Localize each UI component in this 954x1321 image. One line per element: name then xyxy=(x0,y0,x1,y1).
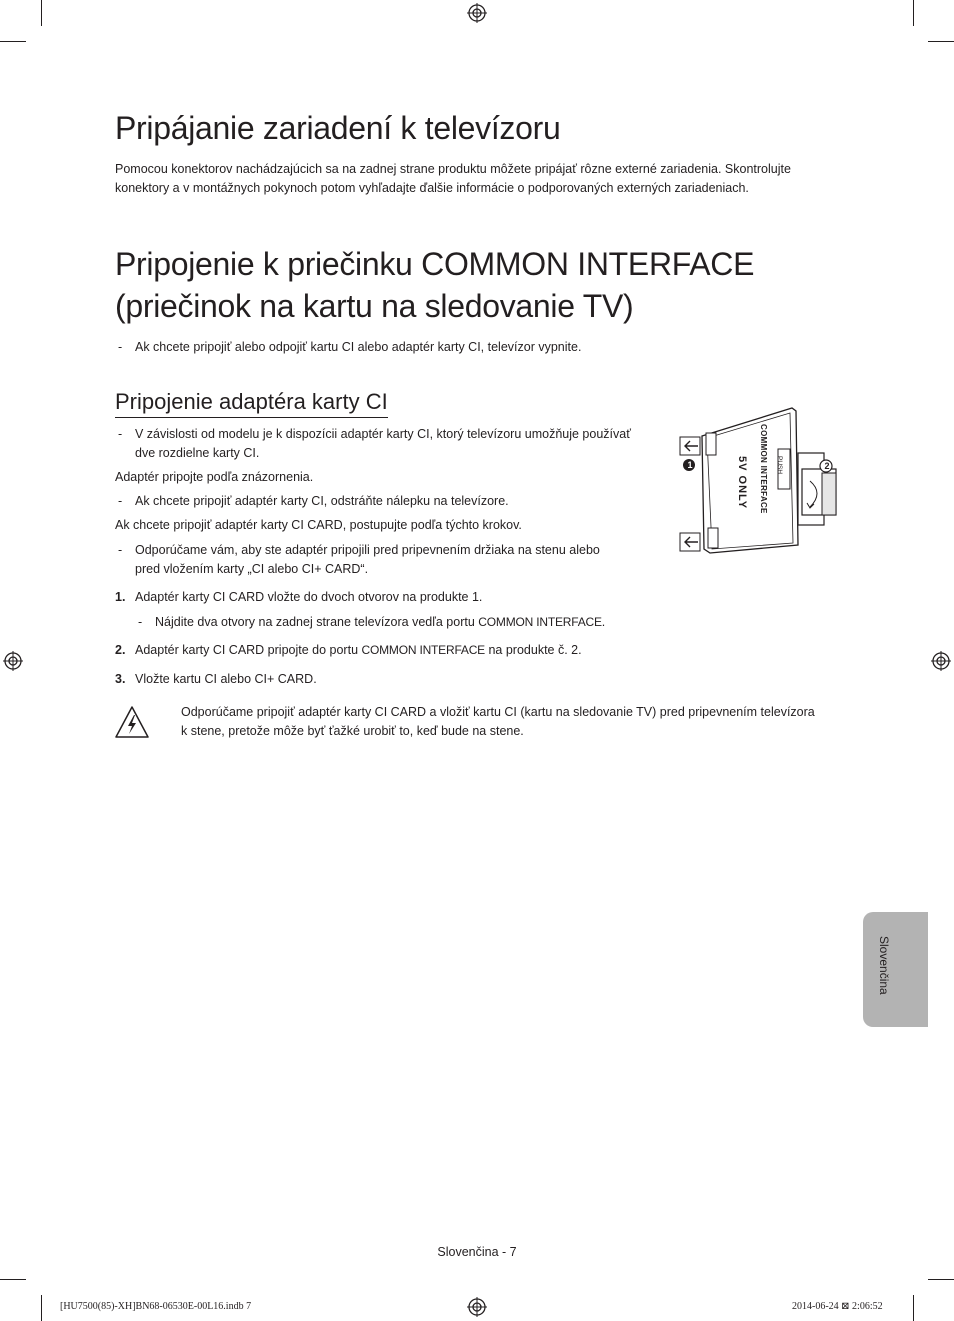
illustration-marker-1: 1 xyxy=(687,460,693,470)
bullet-text: pred vložením karty „CI alebo CI+ CARD“. xyxy=(135,562,369,576)
step-subnote-text: Nájdite dva otvory na zadnej strane televízora vedľa portu xyxy=(155,615,475,629)
step-subnote-end: . xyxy=(601,615,606,629)
step-text-before: Adaptér karty CI CARD pripojte do portu xyxy=(135,643,359,657)
subsection-title: Pripojenie adaptéra karty CI xyxy=(115,388,388,418)
warning-text: k stene, pretože môže byť ťažké urobiť to, keď bude na stene. xyxy=(181,724,524,738)
body-text: Adaptér pripojte podľa znázornenia. xyxy=(115,470,314,484)
crop-mark xyxy=(913,0,914,26)
warning-text: Odporúčame pripojiť adaptér karty CI CARD a vložiť kartu CI (kartu na sledovanie TV) pred pripevnením televízora xyxy=(181,705,815,719)
registration-mark-icon xyxy=(467,1297,487,1317)
bullet-dash: - xyxy=(118,494,123,508)
step-number: 2. xyxy=(115,643,126,657)
crop-mark xyxy=(41,0,42,26)
crop-mark xyxy=(913,1295,914,1321)
port-name: COMMON INTERFACE xyxy=(361,643,485,657)
crop-mark xyxy=(0,1279,26,1280)
bullet-dash: - xyxy=(138,615,143,629)
language-side-tab xyxy=(863,912,928,1027)
illustration-label-push: PUSH xyxy=(776,456,783,475)
illustration-label-common-interface: COMMON INTERFACE xyxy=(759,424,768,514)
intro-text-line: konektory a v montážnych pokynoch potom vyhľadajte ďalšie informácie o podporovaných externých zariadeniach. xyxy=(115,181,749,195)
step-number: 1. xyxy=(115,590,126,604)
step-text-after: na produkte č. 2. xyxy=(488,643,582,657)
section-title: Pripojenie k priečinku COMMON INTERFACE xyxy=(115,246,755,282)
body-text: Ak chcete pripojiť adaptér karty CI CARD, postupujte podľa týchto krokov. xyxy=(115,518,522,532)
step-subnote xyxy=(155,613,605,632)
registration-mark-icon xyxy=(3,651,23,671)
step-text xyxy=(135,641,582,660)
bullet-text: dve rozdielne karty CI. xyxy=(135,446,260,460)
bullet-dash: - xyxy=(118,543,123,557)
crop-mark xyxy=(0,41,26,42)
bullet-dash: - xyxy=(118,427,123,441)
crop-mark xyxy=(928,1279,954,1280)
step-text: Adaptér karty CI CARD vložte do dvoch otvorov na produkte 1. xyxy=(135,590,483,604)
step-text: Vložte kartu CI alebo CI+ CARD. xyxy=(135,672,317,686)
registration-mark-icon xyxy=(467,3,487,23)
bullet-text: Ak chcete pripojiť adaptér karty CI, odstráňte nálepku na televízore. xyxy=(135,494,509,508)
registration-mark-icon xyxy=(931,651,951,671)
print-slug-left: [HU7500(85)-XH]BN68-06530E-00L16.indb 7 xyxy=(60,1301,252,1312)
print-slug-right: 2014-06-24 ⊠ 2:06:52 xyxy=(792,1301,883,1312)
section-title: (priečinok na kartu na sledovanie TV) xyxy=(115,288,634,324)
bullet-text: V závislosti od modelu je k dispozícii adaptér karty CI, ktorý televízoru umožňuje používať xyxy=(135,427,631,441)
illustration-marker-2: 2 xyxy=(824,461,830,471)
illustration-label-5v: 5V ONLY xyxy=(736,456,748,510)
page-number: Slovenčina - 7 xyxy=(437,1245,517,1259)
language-side-tab-label: Slovenčina xyxy=(877,936,891,995)
crop-mark xyxy=(41,1295,42,1321)
page-title: Pripájanie zariadení k televízoru xyxy=(115,110,561,146)
intro-text-line: Pomocou konektorov nachádzajúcich sa na zadnej strane produktu môžete pripájať rôzne externé zariadenia. Skontrolujte xyxy=(115,162,791,176)
crop-mark xyxy=(928,41,954,42)
section-note: Ak chcete pripojiť alebo odpojiť kartu CI alebo adaptér karty CI, televízor vypnite. xyxy=(135,340,582,354)
step-number: 3. xyxy=(115,672,126,686)
bullet-dash: - xyxy=(118,340,123,354)
subsection-heading xyxy=(115,388,388,418)
caution-electric-icon xyxy=(114,704,150,740)
bullet-text: Odporúčame vám, aby ste adaptér pripojili pred pripevnením držiaka na stenu alebo xyxy=(135,543,600,557)
port-name: COMMON INTERFACE xyxy=(478,615,602,629)
